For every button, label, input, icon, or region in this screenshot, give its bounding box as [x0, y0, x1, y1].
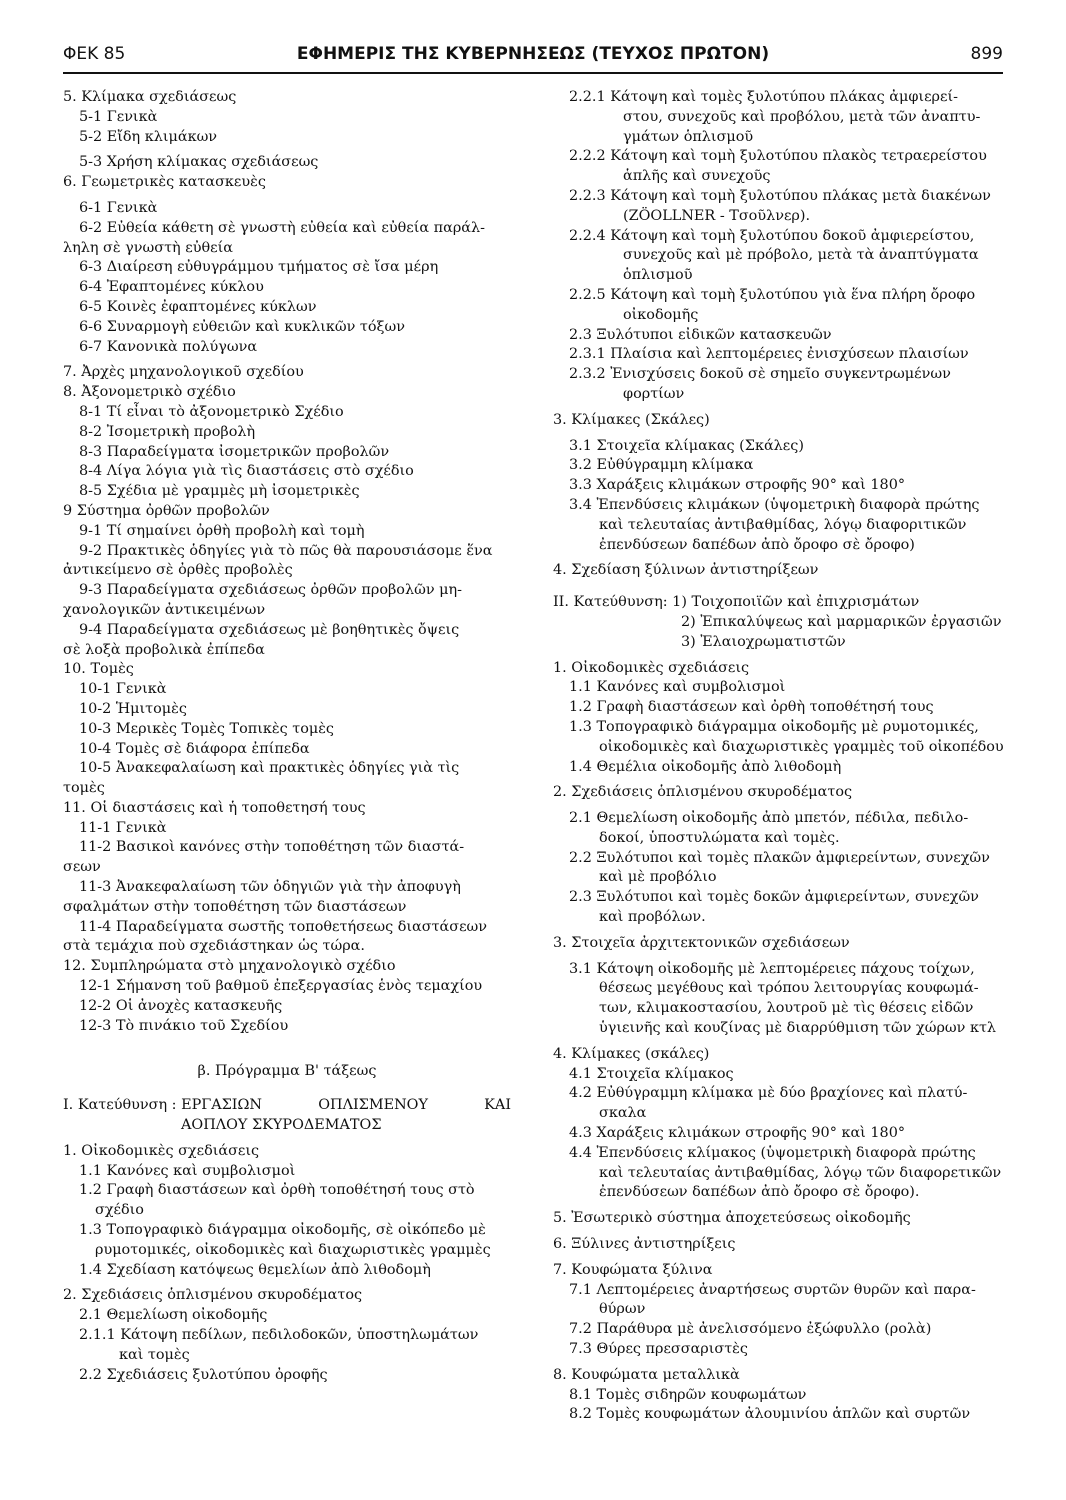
list-item: 9-3 Παραδείγματα σχεδιάσεως ὀρθῶν προβολῶν μη-	[79, 582, 462, 599]
list-item: ὑγιεινῆς καὶ κουζίνας μὲ διαρρύθμιση τῶν χώρων κτλ	[599, 1020, 997, 1037]
list-item: 11-4 Παραδείγματα σωστῆς τοποθετήσεως διαστάσεων	[79, 918, 488, 935]
list-item: γμάτων ὁπλισμοῦ	[623, 128, 754, 145]
list-item: 6-7 Κανονικὰ πολύγωνα	[79, 338, 258, 355]
list-item: 3. Στοιχεῖα ἀρχιτεκτονικῶν σχεδιάσεων	[553, 934, 850, 951]
list-item: 2.2.3 Κάτοψη καὶ τομὴ ξυλοτύπου πλάκας μετὰ διακένων	[569, 187, 991, 204]
list-item: ρυμοτομικές, οἰκοδομικὲς καὶ διαχωριστικὲς γραμμὲς	[95, 1241, 491, 1258]
list-item: 5-2 Εἴδη κλιμάκων	[79, 128, 218, 145]
list-item: 7. Ἀρχὲς μηχανολογικοῦ σχεδίου	[63, 364, 304, 381]
list-item: ἁπλῆς καὶ συνεχοῦς	[623, 168, 771, 185]
gazette-issue: ΦΕΚ 85	[63, 44, 126, 64]
list-item: 8.2 Τομὲς κουφωμάτων ἀλουμινίου ἁπλῶν καὶ συρτῶν	[569, 1406, 971, 1423]
list-item: 4. Σχεδίαση ξύλινων ἀντιστηρίξεων	[553, 562, 819, 579]
list-item: 9-4 Παραδείγματα σχεδιάσεως μὲ βοηθητικὲς ὄψεις	[79, 621, 460, 638]
list-item: 1.4 Θεμέλια οἰκοδομῆς ἀπὸ λιθοδομὴ	[569, 758, 842, 775]
list-item: θύρων	[599, 1301, 646, 1318]
list-item: 9-1 Τί σημαίνει ὀρθὴ προβολὴ καὶ τομὴ	[79, 522, 365, 539]
list-item: 5-3 Χρήση κλίμακας σχεδιάσεως	[79, 154, 319, 171]
list-item: 8-4 Λίγα λόγια γιὰ τὶς διαστάσεις στὸ σχέδιο	[79, 463, 414, 480]
list-item: 6-2 Εὐθεία κάθετη σὲ γνωστὴ εὐθεία καὶ εὐθεία παράλ-	[79, 219, 486, 236]
direction-heading-part: ΟΠΛΙΣΜΕΝΟΥ	[318, 1097, 428, 1114]
list-item: 11. Οἱ διαστάσεις καὶ ἡ τοποθετησή τους	[63, 799, 366, 816]
list-item: 1.2 Γραφὴ διαστάσεων καὶ ὀρθὴ τοποθέτησή τους στὸ	[79, 1182, 475, 1199]
list-item: 7. Κουφώματα ξύλινα	[553, 1261, 713, 1278]
list-item: δοκοί, ὑποστυλώματα καὶ τομὲς.	[599, 829, 840, 846]
list-item: 3.1 Στοιχεῖα κλίμακας (Σκάλες)	[569, 437, 804, 454]
list-item: 1.3 Τοπογραφικὸ διάγραμμα οἰκοδομῆς μὲ ρυμοτομικές,	[569, 718, 979, 735]
list-item: 2. Σχεδιάσεις ὁπλισμένου σκυροδέματος	[63, 1287, 363, 1304]
list-item: ΙΙ. Κατεύθυνση: 1) Τοιχοποιϊῶν καὶ ἐπιχρισμάτων	[553, 594, 920, 611]
list-item: οἰκοδομῆς	[623, 306, 699, 323]
list-item: τομὲς	[63, 780, 105, 797]
list-item: 10. Τομὲς	[63, 661, 134, 678]
direction-heading-part: Ι. Κατεύθυνση : ΕΡΓΑΣΙΩΝ	[63, 1097, 263, 1114]
header-rule	[63, 72, 1003, 74]
list-item: 12-2 Οἱ ἀνοχὲς κατασκευῆς	[79, 997, 283, 1014]
list-item: 8-3 Παραδείγματα ἰσομετρικῶν προβολῶν	[79, 443, 390, 460]
list-item: 11-1 Γενικὰ	[79, 819, 167, 836]
list-item: 12-1 Σήμανση τοῦ βαθμοῦ ἐπεξεργασίας ἑνὸς τεμαχίου	[79, 978, 483, 995]
list-item: 1.1 Κανόνες καὶ συμβολισμοὶ	[569, 679, 786, 696]
list-item: 4.2 Εὐθύγραμμη κλίμακα μὲ δύο βραχίονες καὶ πλατύ-	[569, 1085, 968, 1102]
list-item: σφαλμάτων στὴν τοποθέτηση τῶν διαστάσεων	[63, 898, 407, 915]
list-item: στὰ τεμάχια ποὺ σχεδιάστηκαν ὡς τώρα.	[63, 938, 365, 955]
list-item: 1.4 Σχεδίαση κατόψεως θεμελίων ἀπὸ λιθοδομὴ	[79, 1261, 431, 1278]
list-item: 4.3 Χαράξεις κλιμάκων στροφῆς 90° καὶ 180°	[569, 1125, 906, 1142]
list-item: καὶ τελευταίας ἀντιβαθμίδας, λόγῳ τῶν διαφορετικῶν	[599, 1164, 1002, 1181]
list-item: 6-3 Διαίρεση εὐθυγράμμου τμήματος σὲ ἴσα μέρη	[79, 259, 439, 276]
list-item: 10-5 Ἀνακεφαλαίωση καὶ πρακτικὲς ὁδηγίες γιὰ τὶς	[79, 760, 460, 777]
list-item: σεων	[63, 859, 101, 876]
list-item: 6-1 Γενικὰ	[79, 199, 158, 216]
list-item: 7.1 Λεπτομέρειες ἀναρτήσεως συρτῶν θυρῶν καὶ παρα-	[569, 1281, 976, 1298]
list-item: 6-4 Ἐφαπτομένες κύκλου	[79, 279, 264, 296]
list-item: 2.3.2 Ἐνισχύσεις δοκοῦ σὲ σημεῖο συγκεντρωμένων	[569, 366, 951, 383]
list-item: 2.3 Ξυλότυποι εἰδικῶν κατασκευῶν	[569, 326, 832, 343]
list-item: συνεχοῦς καὶ μὲ πρόβολο, μετὰ τὰ ἀναπτύγματα	[623, 247, 979, 264]
list-item: καὶ τελευταίας ἀντιβαθμίδας, λόγῳ διαφοριτικῶν	[599, 516, 967, 533]
list-item: 2.1.1 Κάτοψη πεδίλων, πεδιλοδοκῶν, ὑποστηλωμάτων	[79, 1327, 479, 1344]
list-item: των, κλιμακοστασίου, λουτροῦ μὲ τὶς θέσεις εἰδῶν	[599, 1000, 974, 1017]
list-item: 12. Συμπληρώματα στὸ μηχανολογικὸ σχέδιο	[63, 958, 396, 975]
list-item: 3.4 Ἐπενδύσεις κλιμάκων (ὑψομετρικὴ διαφορὰ πρώτης	[569, 496, 980, 513]
list-item: καὶ τομὲς	[119, 1346, 190, 1363]
list-item: χανολογικῶν ἀντικειμένων	[63, 601, 266, 618]
list-item: καὶ μὲ προβόλιο	[599, 869, 717, 886]
list-item: 3.1 Κάτοψη οἰκοδομῆς μὲ λεπτομέρειες πάχους τοίχων,	[569, 960, 975, 977]
right-column	[553, 88, 1005, 1425]
list-item: 11-2 Βασικοὶ κανόνες στὴν τοποθέτηση τῶν διαστά-	[79, 839, 465, 856]
direction-heading-cont: ΑΟΠΛΟΥ ΣΚΥΡΟΔΕΜΑΤΟΣ	[181, 1117, 382, 1134]
list-item: 2.2.5 Κάτοψη καὶ τομὴ ξυλοτύπου γιὰ ἕνα πλήρη ὄροφο	[569, 286, 976, 303]
list-item: σχέδιο	[95, 1202, 144, 1219]
list-item: 2.2 Ξυλότυποι καὶ τομὲς πλακῶν ἀμφιερείντων, συνεχῶν	[569, 849, 990, 866]
list-item: 5-1 Γενικὰ	[79, 108, 158, 125]
list-item: 8. Ἀξονομετρικὸ σχέδιο	[63, 384, 236, 401]
list-item: φορτίων	[623, 385, 685, 402]
list-item: ἐπενδύσεων δαπέδων ἀπὸ ὄροφο σὲ ὄροφο)	[599, 536, 915, 553]
list-item: 3) Ἐλαιοχρωματιστῶν	[681, 633, 846, 650]
list-item: 1.2 Γραφὴ διαστάσεων καὶ ὀρθὴ τοποθέτησή τους	[569, 699, 934, 716]
left-column	[63, 88, 511, 1385]
list-item: 1. Οἰκοδομικὲς σχεδιάσεις	[553, 659, 750, 676]
list-item: 3. Κλίμακες (Σκάλες)	[553, 411, 710, 428]
direction-heading	[63, 1096, 511, 1116]
list-item: 1. Οἰκοδομικὲς σχεδιάσεις	[63, 1142, 260, 1159]
list-item: 2.2.4 Κάτοψη καὶ τομὴ ξυλοτύπου δοκοῦ ἀμφιερείστου,	[569, 227, 975, 244]
list-item: 9-2 Πρακτικὲς ὁδηγίες γιὰ τὸ πῶς θὰ παρουσιάσομε ἕνα	[79, 542, 493, 559]
list-item: 10-4 Τομὲς σὲ διάφορα ἐπίπεδα	[79, 740, 310, 757]
list-item: 5. Ἐσωτερικὸ σύστημα ἀποχετεύσεως οἰκοδομῆς	[553, 1210, 911, 1227]
list-item: 5. Κλίμακα σχεδιάσεως	[63, 89, 237, 105]
list-item: 10-1 Γενικὰ	[79, 681, 167, 698]
list-item: 8. Κουφώματα μεταλλικὰ	[553, 1366, 740, 1383]
list-item: 10-3 Μερικὲς Τομὲς Τοπικὲς τομὲς	[79, 720, 334, 737]
list-item: 1.1 Κανόνες καὶ συμβολισμοὶ	[79, 1162, 296, 1179]
list-item: 7.3 Θύρες πρεσσαριστὲς	[569, 1341, 748, 1358]
list-item: 2) Ἐπικαλύψεως καὶ μαρμαρικῶν ἐργασιῶν	[681, 613, 1002, 630]
list-item: ὁπλισμοῦ	[623, 267, 693, 284]
list-item: στου, συνεχοῦς καὶ προβόλου, μετὰ τῶν ἀναπτυ-	[623, 108, 981, 125]
list-item: 11-3 Ἀνακεφαλαίωση τῶν ὁδηγιῶν γιὰ τὴν ἀποφυγὴ	[79, 879, 461, 896]
list-item: 8-5 Σχέδια μὲ γραμμὲς μὴ ἰσομετρικὲς	[79, 483, 360, 500]
section-heading: β. Πρόγραμμα Β' τάξεως	[197, 1063, 377, 1080]
list-item: 2.2.1 Κάτοψη καὶ τομὲς ξυλοτύπου πλάκας ἀμφιερεί-	[569, 89, 958, 105]
list-item: 12-3 Τὸ πινάκιο τοῦ Σχεδίου	[79, 1017, 289, 1034]
list-item: 2.3.1 Πλαίσια καὶ λεπτομέρειες ἐνισχύσεων πλαισίων	[569, 346, 969, 363]
gazette-title: ΕΦΗΜΕΡΙΣ ΤΗΣ ΚΥΒΕΡΝΗΣΕΩΣ (ΤΕΥΧΟΣ ΠΡΩΤΟΝ)	[296, 44, 770, 64]
list-item: 6. Ξύλινες ἀντιστηρίξεις	[553, 1236, 736, 1253]
list-item: 2. Σχεδιάσεις ὁπλισμένου σκυροδέματος	[553, 784, 853, 801]
list-item: 3.2 Εὐθύγραμμη κλίμακα	[569, 457, 754, 474]
list-item: 2.1 Θεμελίωση οἰκοδομῆς	[79, 1307, 268, 1324]
list-item: ἐπενδύσεων δαπέδων ἀπὸ ὄροφο σὲ ὄροφο).	[599, 1184, 920, 1201]
list-item: οἰκοδομικὲς καὶ διαχωριστικὲς γραμμὲς τοῦ οἰκοπέδου	[599, 738, 1004, 755]
list-item: 4.1 Στοιχεῖα κλίμακος	[569, 1065, 734, 1082]
list-item: 4. Κλίμακες (σκάλες)	[553, 1045, 710, 1062]
list-item: θέσεως μεγέθους καὶ τρόπου λειτουργίας κουφωμά-	[599, 980, 979, 997]
list-item: 6-6 Συναρμογὴ εὐθειῶν καὶ κυκλικῶν τόξων	[79, 318, 405, 335]
list-item: 4.4 Ἐπενδύσεις κλίμακος (ὑψομετρικὴ διαφορὰ πρώτης	[569, 1144, 976, 1161]
list-item: ληλη σὲ γνωστὴ εὐθεία	[63, 239, 233, 256]
list-item: 6-5 Κοινὲς ἐφαπτομένες κύκλων	[79, 298, 317, 315]
list-item: 2.2 Σχεδιάσεις ξυλοτύπου ὀροφῆς	[79, 1366, 328, 1383]
list-item: ἀντικείμενο σὲ ὀρθὲς προβολὲς	[63, 562, 293, 579]
direction-heading-part: ΚΑΙ	[484, 1097, 511, 1114]
list-item: 6. Γεωμετρικὲς κατασκευὲς	[63, 174, 266, 191]
list-item: 2.2.2 Κάτοψη καὶ τομὴ ξυλοτύπου πλακὸς τετραερείστου	[569, 148, 987, 165]
list-item: καὶ προβόλων.	[599, 909, 706, 926]
list-item: 10-2 Ἡμιτομὲς	[79, 700, 187, 717]
list-item: 8-2 Ἰσομετρικὴ προβολὴ	[79, 423, 256, 440]
list-item: σκαλα	[599, 1105, 647, 1122]
page-header	[63, 40, 1003, 74]
list-item: 1.3 Τοπογραφικὸ διάγραμμα οἰκοδομῆς, σὲ οἰκόπεδο μὲ	[79, 1222, 486, 1239]
list-item: 9 Σύστημα ὀρθῶν προβολῶν	[63, 502, 270, 519]
list-item: 8.1 Τομὲς σιδηρῶν κουφωμάτων	[569, 1386, 807, 1403]
list-item: 2.1 Θεμελίωση οἰκοδομῆς ἀπὸ μπετόν, πέδιλα, πεδιλο-	[569, 810, 969, 827]
list-item: 7.2 Παράθυρα μὲ ἀνελισσόμενο ἐξώφυλλο (ρολὰ)	[569, 1321, 932, 1338]
list-item: σὲ λοξὰ προβολικὰ ἐπίπεδα	[63, 641, 265, 658]
list-item: 2.3 Ξυλότυποι καὶ τομὲς δοκῶν ἀμφιερείντων, συνεχῶν	[569, 889, 979, 906]
list-item: 8-1 Τί εἶναι τὸ ἀξονομετρικὸ Σχέδιο	[79, 403, 344, 420]
list-item: (ZÖOLLNER - Τσοῦλνερ).	[623, 207, 811, 224]
list-item: 3.3 Χαράξεις κλιμάκων στροφῆς 90° καὶ 180°	[569, 477, 906, 494]
page-number: 899	[970, 44, 1003, 64]
